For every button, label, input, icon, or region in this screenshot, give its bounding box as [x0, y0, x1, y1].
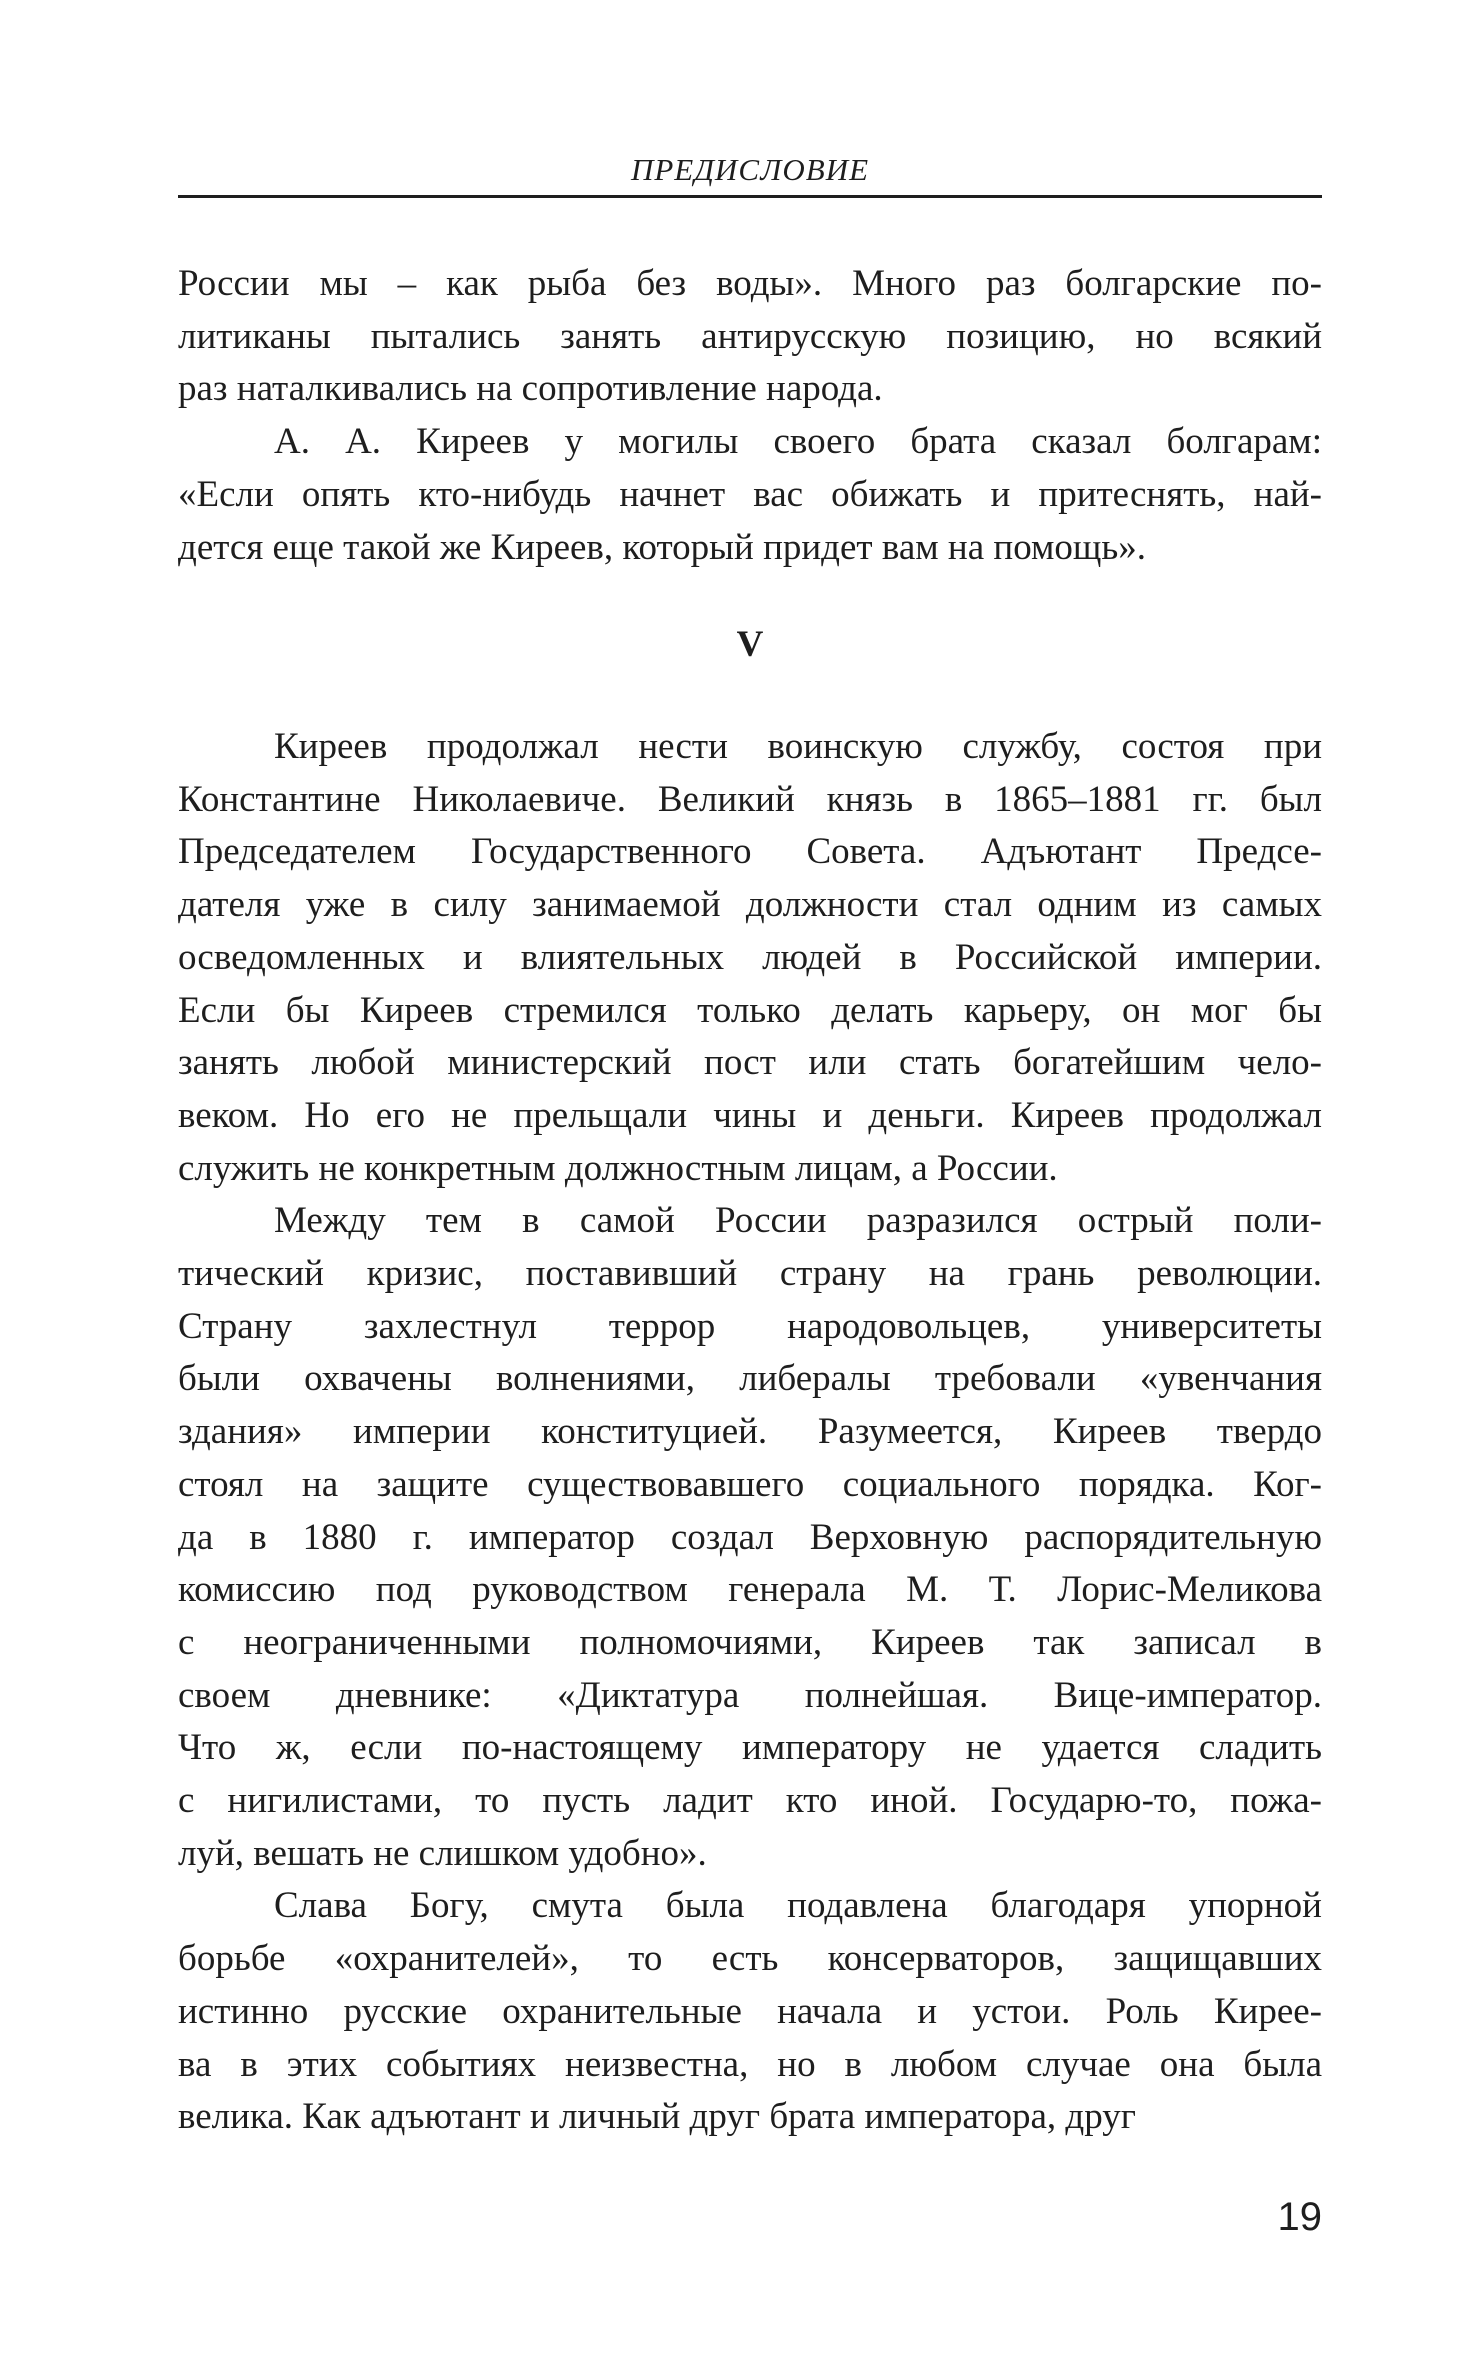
text-row — [178, 1406, 1322, 1459]
page-number: 19 — [1277, 2195, 1322, 2239]
text-line: с нигилистами, то пусть ладит кто иной. Государю-то, пожа- — [178, 1780, 1322, 1822]
text-row — [178, 1195, 1322, 1248]
text-line: здания» империи конституцией. Разумеется, Киреев твердо — [178, 1411, 1322, 1453]
running-head: ПРЕДИСЛОВИЕ — [630, 152, 870, 187]
text-line: Председателем Государственного Совета. Адъютант Предсе- — [178, 831, 1322, 873]
text-line: литиканы пытались занять антирусскую позицию, но всякий — [178, 315, 1322, 357]
text-row — [178, 2039, 1322, 2092]
text-row — [178, 1617, 1322, 1670]
text-row — [178, 774, 1322, 827]
text-line: велика. Как адъютант и личный друг брата императора, друг — [178, 2096, 1136, 2138]
paragraph — [178, 1880, 1322, 2144]
text-row — [178, 1828, 1322, 1881]
text-row — [178, 1037, 1322, 1090]
text-row — [178, 2091, 1322, 2144]
text-row — [178, 1248, 1322, 1301]
text-line: дется еще такой же Киреев, который придет вам на помощь». — [178, 526, 1147, 568]
text-row — [178, 1143, 1322, 1196]
text-row — [178, 1722, 1322, 1775]
text-line: Что ж, если по-настоящему императору не удается сладить — [178, 1727, 1322, 1769]
text-row — [178, 826, 1322, 879]
text-row — [178, 879, 1322, 932]
text-row — [178, 363, 1322, 416]
text-row — [178, 1775, 1322, 1828]
text-block-before-section — [178, 258, 1322, 574]
text-block-after-section — [178, 721, 1322, 2144]
text-line: Если бы Киреев стремился только делать карьеру, он мог бы — [178, 989, 1322, 1031]
text-row — [178, 1986, 1322, 2039]
text-line: Страну захлестнул террор народовольцев, университеты — [178, 1305, 1322, 1347]
text-row — [178, 258, 1322, 311]
text-row — [178, 416, 1322, 469]
text-row — [178, 932, 1322, 985]
text-line: осведомленных и влиятельных людей в Российской империи. — [178, 936, 1322, 978]
text-row — [178, 522, 1322, 575]
text-row — [178, 1090, 1322, 1143]
text-line: Слава Богу, смута была подавлена благодаря упорной — [274, 1885, 1322, 1927]
header-rule — [178, 195, 1322, 198]
text-row — [178, 1670, 1322, 1723]
text-line: «Если опять кто-нибудь начнет вас обижать и притеснять, най- — [178, 473, 1322, 515]
text-line: комиссию под руководством генерала М. Т. Лорис-Меликова — [178, 1569, 1322, 1611]
text-line: занять любой министерский пост или стать богатейшим чело- — [178, 1042, 1322, 1084]
text-line: с неограниченными полномочиями, Киреев так записал в — [178, 1621, 1322, 1663]
paragraph — [178, 258, 1322, 416]
text-line: раз наталкивались на сопротивление народа. — [178, 368, 883, 410]
text-line: тический кризис, поставивший страну на грань революции. — [178, 1253, 1322, 1295]
paragraph — [178, 416, 1322, 574]
text-row — [178, 1564, 1322, 1617]
text-line: истинно русские охранительные начала и устои. Роль Кирее- — [178, 1990, 1322, 2032]
text-line: были охвачены волнениями, либералы требовали «увенчания — [178, 1358, 1322, 1400]
text-line: да в 1880 г. император создал Верховную распорядительную — [178, 1516, 1322, 1558]
text-row — [178, 1459, 1322, 1512]
text-row — [178, 311, 1322, 364]
text-line: Константине Николаевиче. Великий князь в 1865–1881 гг. был — [178, 778, 1322, 820]
text-line: борьбе «охранителей», то есть консерваторов, защищавших — [178, 1938, 1322, 1980]
text-line: луй, вешать не слишком удобно». — [178, 1832, 707, 1874]
text-line: Киреев продолжал нести воинскую службу, состоя при — [274, 726, 1322, 767]
text-line: дателя уже в силу занимаемой должности стал одним из самых — [178, 884, 1322, 926]
text-line: своем дневнике: «Диктатура полнейшая. Вице-император. — [178, 1674, 1322, 1716]
text-line: служить не конкретным должностным лицам, а России. — [178, 1147, 1058, 1189]
text-line: стоял на защите существовавшего социального порядка. Ког- — [178, 1463, 1322, 1505]
text-line: А. А. Киреев у могилы своего брата сказал болгарам: — [274, 421, 1322, 463]
text-row — [178, 469, 1322, 522]
section-number: V — [736, 624, 764, 665]
text-line: Между тем в самой России разразился острый поли- — [274, 1200, 1322, 1242]
text-row — [178, 1353, 1322, 1406]
text-row — [178, 721, 1322, 774]
text-row — [178, 985, 1322, 1038]
text-row — [178, 1880, 1322, 1933]
paragraph — [178, 1195, 1322, 1880]
text-row — [178, 1301, 1322, 1354]
text-row — [178, 1512, 1322, 1565]
text-line: ва в этих событиях неизвестна, но в любом случае она была — [178, 2043, 1322, 2085]
text-line: веком. Но его не прельщали чины и деньги. Киреев продолжал — [178, 1094, 1322, 1136]
paragraph — [178, 721, 1322, 1195]
text-line: России мы – как рыба без воды». Много раз болгарские по- — [178, 263, 1322, 304]
text-row — [178, 1933, 1322, 1986]
